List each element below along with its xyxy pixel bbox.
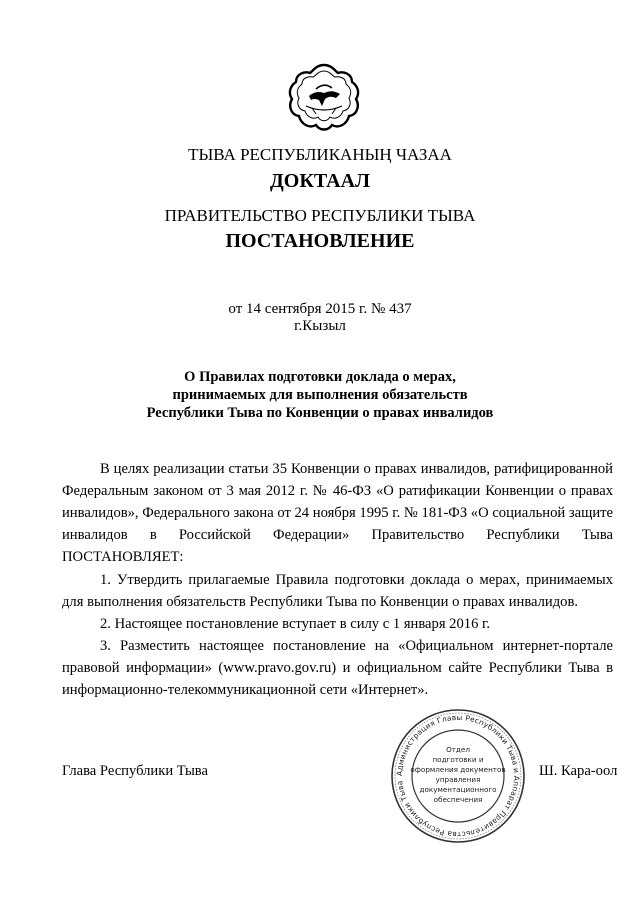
tyva-document-type: ДОКТААЛ bbox=[270, 170, 370, 192]
document-title-line-3: Республики Тыва по Конвенции о правах инвалидов bbox=[146, 405, 494, 421]
official-stamp bbox=[388, 706, 528, 846]
item-3-paragraph: 3. Разместить настоящее постановление на «Официальном интернет-портале правовой информации» (www.pravo.gov.ru) и официальном сайте Республики Тыва в информационно-телекоммуникационной сети «Интернет». bbox=[62, 638, 613, 698]
coat-of-arms-emblem bbox=[286, 62, 362, 134]
document-title-line-2: принимаемых для выполнения обязательств bbox=[172, 387, 468, 403]
document-city: г.Кызыл bbox=[294, 318, 346, 334]
signatory-name: Ш. Кара-оол bbox=[539, 763, 618, 779]
stamp-line-3: оформления документов bbox=[410, 765, 506, 774]
document-date-number: от 14 сентября 2015 г. № 437 bbox=[228, 301, 412, 317]
russian-government-heading: ПРАВИТЕЛЬСТВО РЕСПУБЛИКИ ТЫВА bbox=[164, 206, 476, 225]
body-items bbox=[62, 569, 613, 701]
stamp-ring-text: Администрация Главы Республики Тыва и Аппарат Правительства Республики Тыва bbox=[394, 712, 522, 840]
signatory-position: Глава Республики Тыва bbox=[62, 763, 208, 779]
item-2-paragraph: 2. Настоящее постановление вступает в силу с 1 января 2016 г. bbox=[100, 616, 490, 632]
preamble-paragraph: В целях реализации статьи 35 Конвенции о правах инвалидов, ратифицированной Федеральным законом от 3 мая 2012 г. № 46-ФЗ «О ратификации Конвенции о правах инвалидов», Федерального закона от 24 ноября 1995 г. № 181-ФЗ «О социальной защите инвалидов в Российской Федерации» Правительство Республики Тыва ПОСТАНОВЛЯЕТ: bbox=[62, 461, 613, 565]
stamp-line-5: документационного bbox=[419, 785, 497, 794]
stamp-line-6: обеспечения bbox=[433, 795, 483, 804]
stamp-line-2: подготовки и bbox=[432, 755, 484, 764]
document-title-line-1: О Правилах подготовки доклада о мерах, bbox=[184, 369, 456, 385]
stamp-line-4: управления bbox=[435, 775, 481, 784]
body-preamble bbox=[62, 458, 613, 568]
stamp-line-1: Отдел bbox=[446, 745, 470, 754]
item-1-paragraph: 1. Утвердить прилагаемые Правила подготовки доклада о мерах, принимаемых для выполнения обязательств Республики Тыва по Конвенции о правах инвалидов. bbox=[62, 572, 613, 610]
russian-document-type: ПОСТАНОВЛЕНИЕ bbox=[225, 230, 415, 252]
tyva-government-heading: ТЫВА РЕСПУБЛИКАНЫҢ ЧАЗАА bbox=[188, 145, 452, 164]
